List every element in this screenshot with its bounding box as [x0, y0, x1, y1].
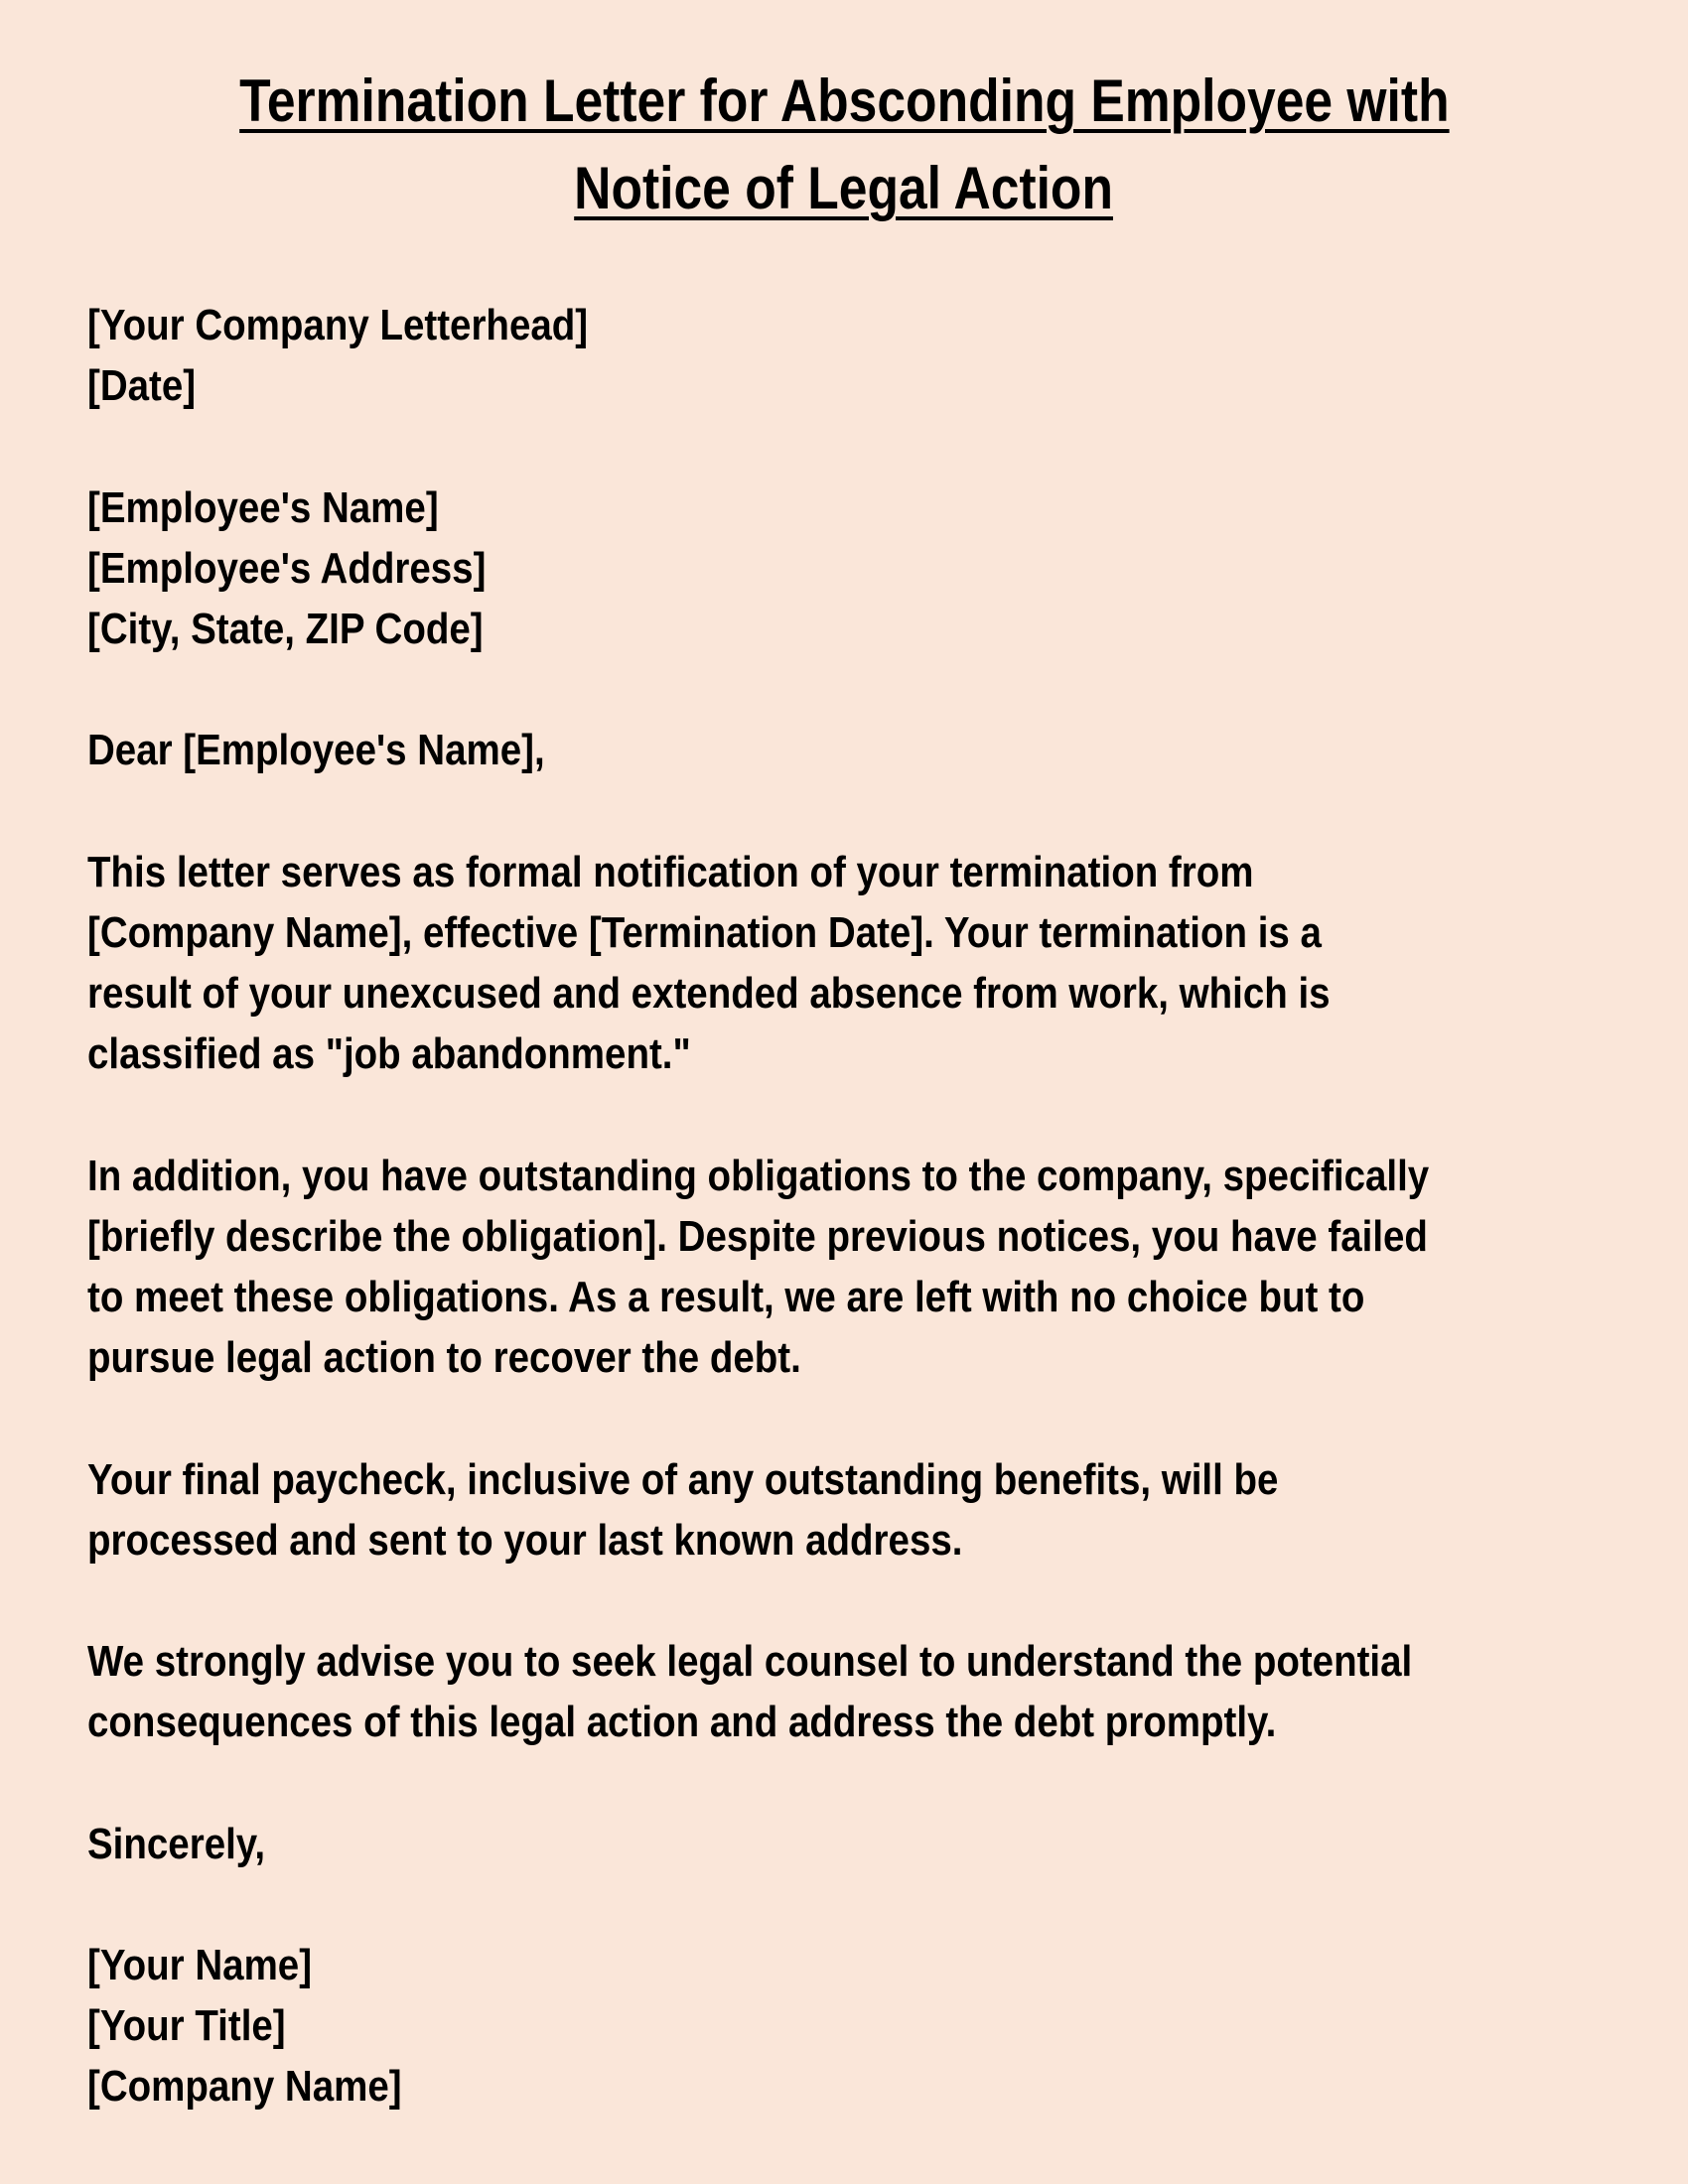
- paragraph-line: [Company Name], effective [Termination Date]. Your termination is a: [87, 907, 1322, 957]
- paragraph-line: We strongly advise you to seek legal counsel to understand the potential: [87, 1637, 1413, 1687]
- paragraph-line: consequences of this legal action and address the debt promptly.: [87, 1698, 1277, 1747]
- paragraph-legal-action: [87, 1146, 1636, 1389]
- letterhead-placeholder: [Your Company Letterhead]: [87, 301, 589, 349]
- paragraph-line: In addition, you have outstanding obligations to the company, specifically: [87, 1151, 1430, 1200]
- recipient-name: [Employee's Name]: [87, 482, 439, 532]
- signature-block: [87, 1935, 1636, 2117]
- document-title: [0, 58, 1688, 232]
- date-placeholder: [Date]: [87, 361, 197, 411]
- sender-block: [87, 295, 1636, 416]
- spacer: [87, 416, 1636, 477]
- letter-body: [87, 295, 1636, 2117]
- salutation: Dear [Employee's Name],: [87, 726, 545, 775]
- paragraph-line: classified as "job abandonment.": [87, 1029, 691, 1079]
- recipient-block: [87, 478, 1636, 660]
- paragraph-line: [briefly describe the obligation]. Despite previous notices, you have failed: [87, 1211, 1428, 1261]
- paragraph-final-paycheck: [87, 1449, 1636, 1570]
- paragraph-line: to meet these obligations. As a result, we are left with no choice but to: [87, 1273, 1365, 1321]
- title-line-1: Termination Letter for Absconding Employee with: [238, 68, 1450, 134]
- paragraph-legal-counsel: [87, 1631, 1636, 1752]
- spacer: [87, 1874, 1636, 1935]
- paragraph-line: This letter serves as formal notification of your termination from: [87, 847, 1254, 896]
- signer-title: [Your Title]: [87, 2001, 286, 2051]
- spacer: [87, 659, 1636, 720]
- spacer: [87, 1753, 1636, 1814]
- paragraph-line: pursue legal action to recover the debt.: [87, 1333, 801, 1383]
- paragraph-line: result of your unexcused and extended absence from work, which is: [87, 969, 1331, 1019]
- spacer: [87, 1570, 1636, 1631]
- closing: Sincerely,: [87, 1819, 266, 1868]
- paragraph-termination-notice: [87, 842, 1636, 1085]
- signer-company: [Company Name]: [87, 2062, 402, 2112]
- signer-name: [Your Name]: [87, 1941, 313, 1990]
- title-line-2: Notice of Legal Action: [574, 155, 1114, 221]
- spacer: [87, 1388, 1636, 1448]
- recipient-city-state-zip: [City, State, ZIP Code]: [87, 604, 484, 653]
- paragraph-line: Your final paycheck, inclusive of any outstanding benefits, will be: [87, 1454, 1279, 1504]
- paragraph-line: processed and sent to your last known address.: [87, 1515, 963, 1565]
- recipient-address: [Employee's Address]: [87, 543, 487, 593]
- spacer: [87, 781, 1636, 842]
- spacer: [87, 1084, 1636, 1145]
